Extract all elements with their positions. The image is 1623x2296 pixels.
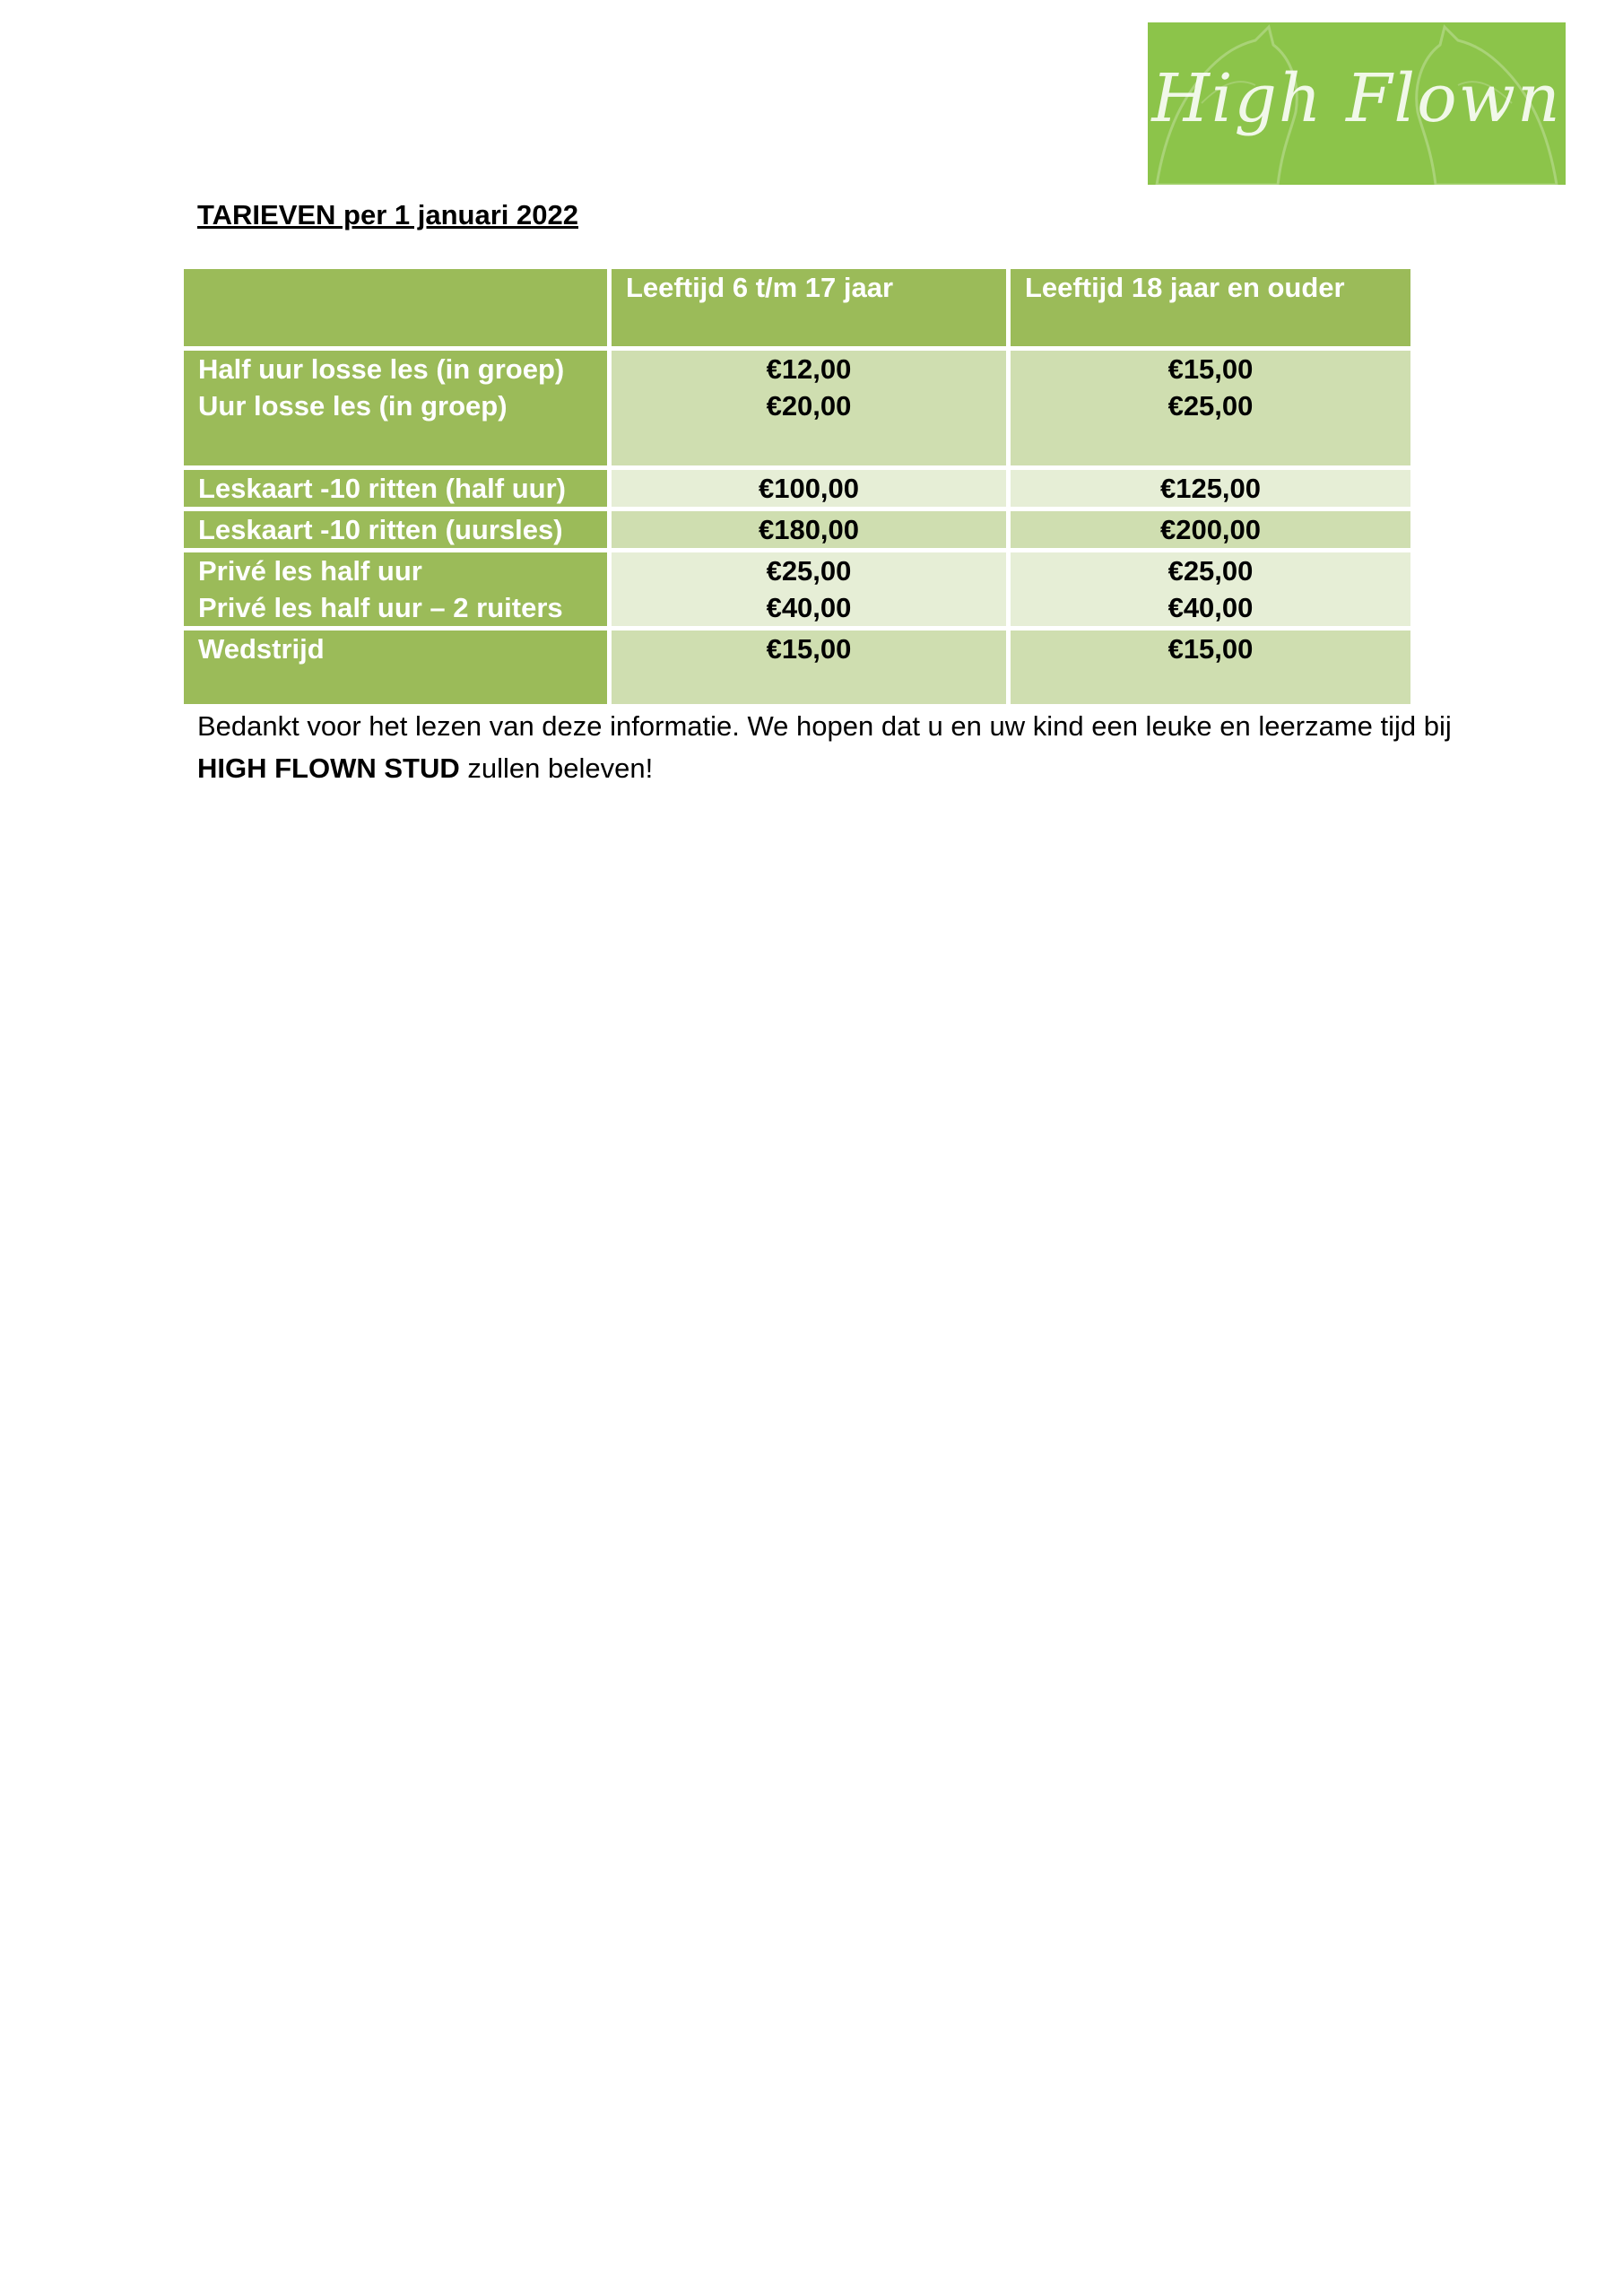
price-youth	[612, 470, 1006, 507]
price-adult	[1011, 351, 1410, 465]
price-line: €15,00	[1167, 633, 1254, 665]
table-header-row	[184, 269, 1410, 346]
row-label-line: Uur losse les (in groep)	[198, 390, 508, 422]
header-cell-empty	[184, 269, 607, 346]
price-adult	[1011, 631, 1410, 704]
price-line: €15,00	[1167, 353, 1254, 385]
closing-paragraph	[197, 705, 1453, 789]
row-label-line: Privé les half uur	[198, 555, 422, 587]
price-line: €40,00	[1167, 592, 1254, 623]
price-line: €125,00	[1159, 473, 1262, 504]
price-table	[179, 265, 1415, 709]
price-line: €40,00	[766, 592, 852, 623]
header-cell-adult: Leeftijd 18 jaar en ouder	[1011, 269, 1410, 346]
price-adult	[1011, 470, 1410, 507]
price-line: €180,00	[758, 514, 860, 545]
price-line: €15,00	[766, 633, 852, 665]
row-label-line: Wedstrijd	[198, 633, 325, 665]
table-row	[184, 511, 1410, 548]
row-label-line: Half uur losse les (in groep)	[198, 353, 565, 385]
table-row	[184, 351, 1410, 465]
price-line: €12,00	[766, 353, 852, 385]
table-row	[184, 631, 1410, 704]
logo	[1148, 22, 1566, 185]
row-label	[184, 470, 607, 507]
page-title: TARIEVEN per 1 januari 2022	[197, 199, 578, 230]
closing-text-end: zullen beleven!	[459, 752, 654, 784]
price-adult	[1011, 511, 1410, 548]
row-label	[184, 351, 607, 465]
table-row	[184, 470, 1410, 507]
logo-text: High Flown	[1151, 60, 1562, 137]
brand-name: HIGH FLOWN STUD	[197, 752, 460, 784]
price-youth	[612, 351, 1006, 465]
price-line: €20,00	[766, 390, 852, 422]
row-label-line: Privé les half uur – 2 ruiters	[198, 592, 563, 623]
price-youth	[612, 552, 1006, 626]
header-cell-youth: Leeftijd 6 t/m 17 jaar	[612, 269, 1006, 346]
price-youth	[612, 631, 1006, 704]
closing-text-start: Bedankt voor het lezen van deze informatie. We hopen dat u en uw kind een leuke en leerzame tijd bij	[197, 710, 1452, 742]
row-label	[184, 511, 607, 548]
price-youth	[612, 511, 1006, 548]
row-label-line: Leskaart -10 ritten (uursles)	[198, 514, 563, 545]
row-label	[184, 631, 607, 704]
price-line: €25,00	[1167, 555, 1254, 587]
row-label-line: Leskaart -10 ritten (half uur)	[198, 473, 566, 504]
table-row	[184, 552, 1410, 626]
price-line: €25,00	[766, 555, 852, 587]
price-adult	[1011, 552, 1410, 626]
price-line: €25,00	[1167, 390, 1254, 422]
price-line: €200,00	[1159, 514, 1262, 545]
price-line: €100,00	[758, 473, 860, 504]
row-label	[184, 552, 607, 626]
